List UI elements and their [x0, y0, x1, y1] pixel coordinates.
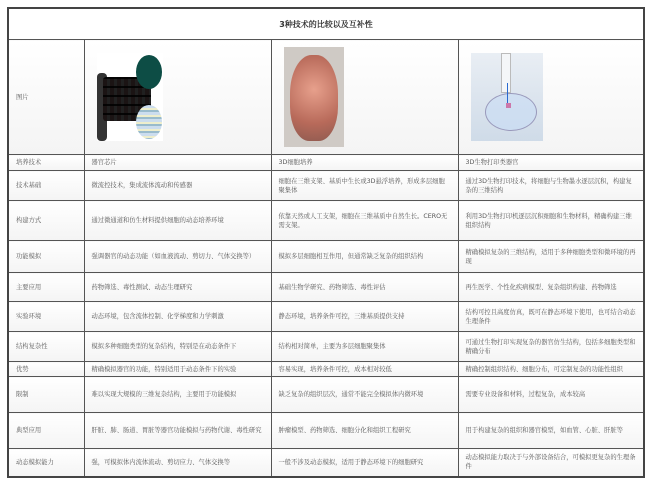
row-label: 技术基础 — [8, 171, 84, 201]
organ-on-chip-image — [97, 53, 163, 141]
row-label: 实验环境 — [8, 302, 84, 332]
cell-organ-chip: 精确模拟器官的功能，特别适用于动态条件下的实验 — [84, 362, 271, 377]
cell-organ-chip: 肝脏、肺、肠道、胃脏等器官功能模拟与药物代谢、毒性研究 — [84, 413, 271, 449]
row-label: 动态模拟能力 — [8, 449, 84, 477]
table-row — [8, 449, 644, 477]
comparison-table — [7, 7, 645, 478]
cell-organ-chip: 动态环境，包含流体控制、化学梯度和力学刺激 — [84, 302, 271, 332]
row-label: 优势 — [8, 362, 84, 377]
cell-3d-bioprint: 通过3D生物打印技术，将细胞与生物墨水逐层沉积，构建复杂的三维结构 — [458, 171, 644, 201]
table-row — [8, 332, 644, 362]
row-label: 构建方式 — [8, 201, 84, 241]
cell-3d-culture: 细胞在三维支架、基质中生长或3D悬浮培养，形成多层细胞聚集体 — [271, 171, 458, 201]
cell-organ-chip: 器官芯片 — [84, 155, 271, 171]
row-label: 主要应用 — [8, 273, 84, 302]
table-row — [8, 377, 644, 413]
cell-organ-chip: 难以实现大规模的三维复杂结构，主要用于功能模拟 — [84, 377, 271, 413]
cell-organ-chip: 通过微通道和仿生材料提供细胞的动态培养环境 — [84, 201, 271, 241]
table-row — [8, 241, 644, 273]
cell-3d-bioprint: 需要专业设备和材料，过程复杂，成本较高 — [458, 377, 644, 413]
cell-3d-bioprint: 动态模拟能力取决于与外部设备结合，可模拟更复杂的生理条件 — [458, 449, 644, 477]
3d-bioprinting-image — [471, 53, 543, 141]
cell-3d-culture: 模拟多层细胞相互作用，但通常缺乏复杂的组织结构 — [271, 241, 458, 273]
table-row — [8, 362, 644, 377]
table-row — [8, 413, 644, 449]
cell-3d-culture: 基础生物学研究、药物筛选、毒性评估 — [271, 273, 458, 302]
row-label: 图片 — [8, 40, 84, 155]
table-row — [8, 201, 644, 241]
table-title: 3种技术的比较以及互补性 — [8, 8, 644, 40]
cell-3d-bioprint: 利用3D生物打印机逐层沉积细胞和生物材料，精确构建三维组织结构 — [458, 201, 644, 241]
cell-3d-culture: 容易实现，培养条件可控，成本相对较低 — [271, 362, 458, 377]
cell-3d-culture: 3D细胞培养 — [271, 155, 458, 171]
row-label: 结构复杂性 — [8, 332, 84, 362]
cell-3d-culture: 依靠天然或人工支架，细胞在三维基质中自然生长。CERO无需支架。 — [271, 201, 458, 241]
cell-organ-chip: 强，可模拟体内流体流动、剪切应力、气体交换等 — [84, 449, 271, 477]
row-label: 限制 — [8, 377, 84, 413]
cell-organ-chip: 微流控技术，集成流体流动和传感器 — [84, 171, 271, 201]
cell-organ-chip: 强调器官的动态功能（如血液流动、剪切力、气体交换等） — [84, 241, 271, 273]
cell-organ-chip: 药物筛选、毒性测试、动态生理研究 — [84, 273, 271, 302]
table-row — [8, 155, 644, 171]
cell-3d-bioprint: 再生医学、个性化疾病模型、复杂组织构建、药物筛选 — [458, 273, 644, 302]
cell-3d-culture: 一般不涉及动态模拟，适用于静态环境下的细胞研究 — [271, 449, 458, 477]
cell-3d-bioprint: 用于构建复杂的组织和器官模型，如血管、心脏、肝脏等 — [458, 413, 644, 449]
cell-3d-bioprint: 结构可控且高度仿真，既可在静态环境下使用，也可结合动态生理条件 — [458, 302, 644, 332]
cell-organ-chip: 模拟多种细胞类型的复杂结构，特别是在动态条件下 — [84, 332, 271, 362]
cell-3d-bioprint: 可通过生物打印实现复杂的器官仿生结构，包括多细胞类型和精确分布 — [458, 332, 644, 362]
cell-3d-culture: 肿瘤模型、药物筛选、细胞分化和组织工程研究 — [271, 413, 458, 449]
cell-3d-bioprint: 3D生物打印类器官 — [458, 155, 644, 171]
cell-3d-bioprint: 精确模拟复杂的三维结构，适用于多种细胞类型和微环境的再现 — [458, 241, 644, 273]
cell-3d-culture: 静态环境，培养条件可控，三维基质提供支持 — [271, 302, 458, 332]
row-label: 典型应用 — [8, 413, 84, 449]
row-label: 培养技术 — [8, 155, 84, 171]
3d-cell-culture-image — [284, 47, 344, 147]
cell-3d-culture: 缺乏复杂的组织层次，通常不能完全模拟体内微环境 — [271, 377, 458, 413]
table-row — [8, 302, 644, 332]
table-row — [8, 273, 644, 302]
cell-3d-culture: 结构相对简单，主要为多层细胞聚集体 — [271, 332, 458, 362]
row-label: 功能模拟 — [8, 241, 84, 273]
cell-3d-bioprint: 精确控制组织结构、细胞分布，可定制复杂的功能性组织 — [458, 362, 644, 377]
table-row — [8, 171, 644, 201]
